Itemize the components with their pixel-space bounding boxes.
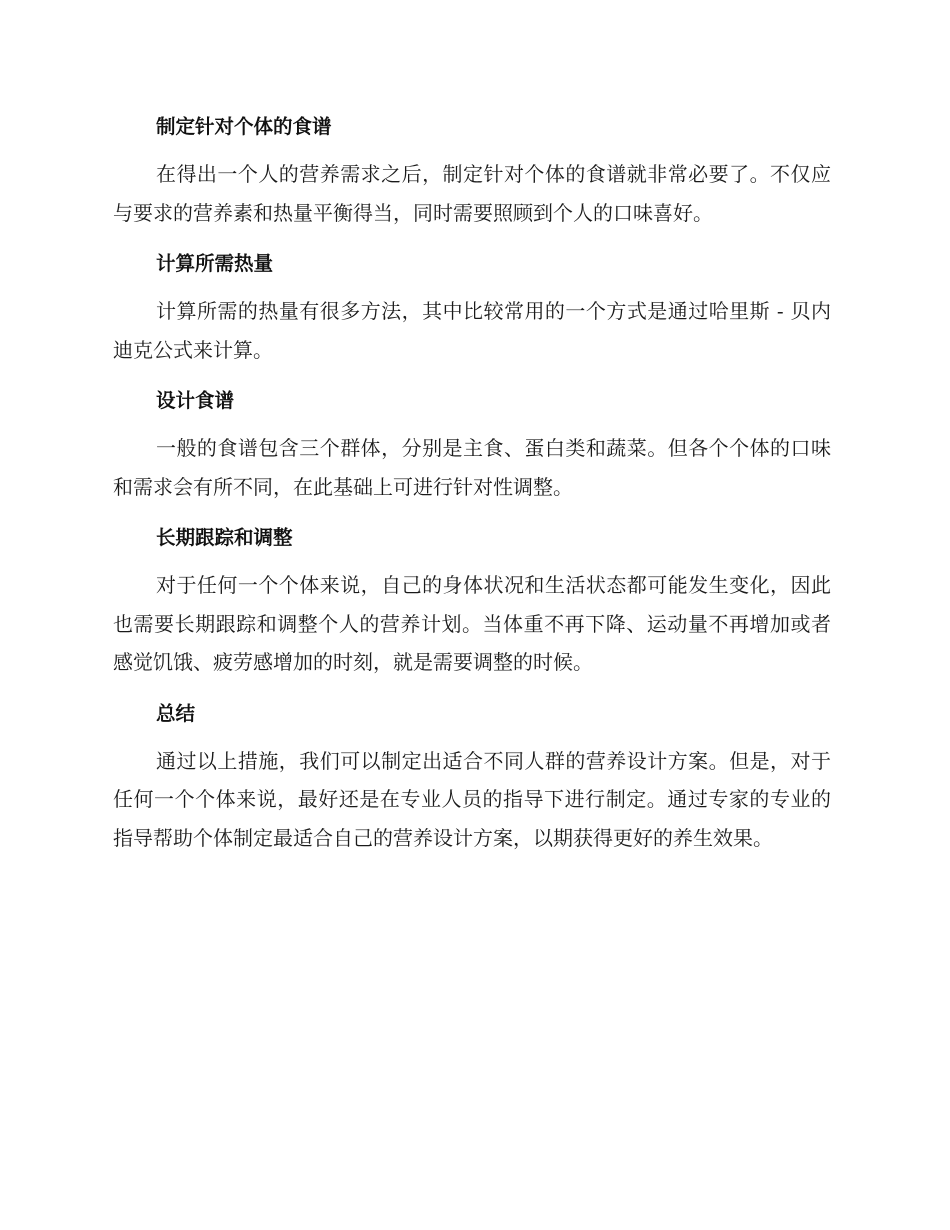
section-heading-individual-recipe: 制定针对个体的食谱 bbox=[156, 115, 332, 138]
section-body-individual-recipe: 在得出一个人的营养需求之后，制定针对个体的食谱就非常必要了。不仅应与要求的营养素和热量平衡得当，同时需要照顾到个人的口味喜好。 bbox=[113, 162, 831, 225]
section-heading-calculate-calories: 计算所需热量 bbox=[156, 252, 274, 275]
section-body-summary: 通过以上措施，我们可以制定出适合不同人群的营养设计方案。但是，对于任何一个个体来说，最好还是在专业人员的指导下进行制定。通过专家的专业的指导帮助个体制定最适合自己的营养设计方案，以期获得更好的养生效果。 bbox=[113, 748, 831, 850]
section-heading-design-recipe: 设计食谱 bbox=[156, 389, 235, 412]
section-body-long-term-tracking: 对于任何一个个体来说，自己的身体状况和生活状态都可能发生变化，因此也需要长期跟踪和调整个人的营养计划。当体重不再下降、运动量不再增加或者感觉饥饿、疲劳感增加的时刻，就是需要调整的时候。 bbox=[113, 573, 831, 674]
document-page bbox=[113, 112, 831, 874]
section-body-design-recipe: 一般的食谱包含三个群体，分别是主食、蛋白类和蔬菜。但各个个体的口味和需求会有所不同，在此基础上可进行针对性调整。 bbox=[113, 436, 831, 499]
section-heading-long-term-tracking: 长期跟踪和调整 bbox=[156, 526, 293, 549]
section-body-calculate-calories: 计算所需的热量有很多方法，其中比较常用的一个方式是通过哈里斯 - 贝内迪克公式来计算。 bbox=[113, 299, 831, 362]
section-heading-summary: 总结 bbox=[156, 701, 196, 725]
